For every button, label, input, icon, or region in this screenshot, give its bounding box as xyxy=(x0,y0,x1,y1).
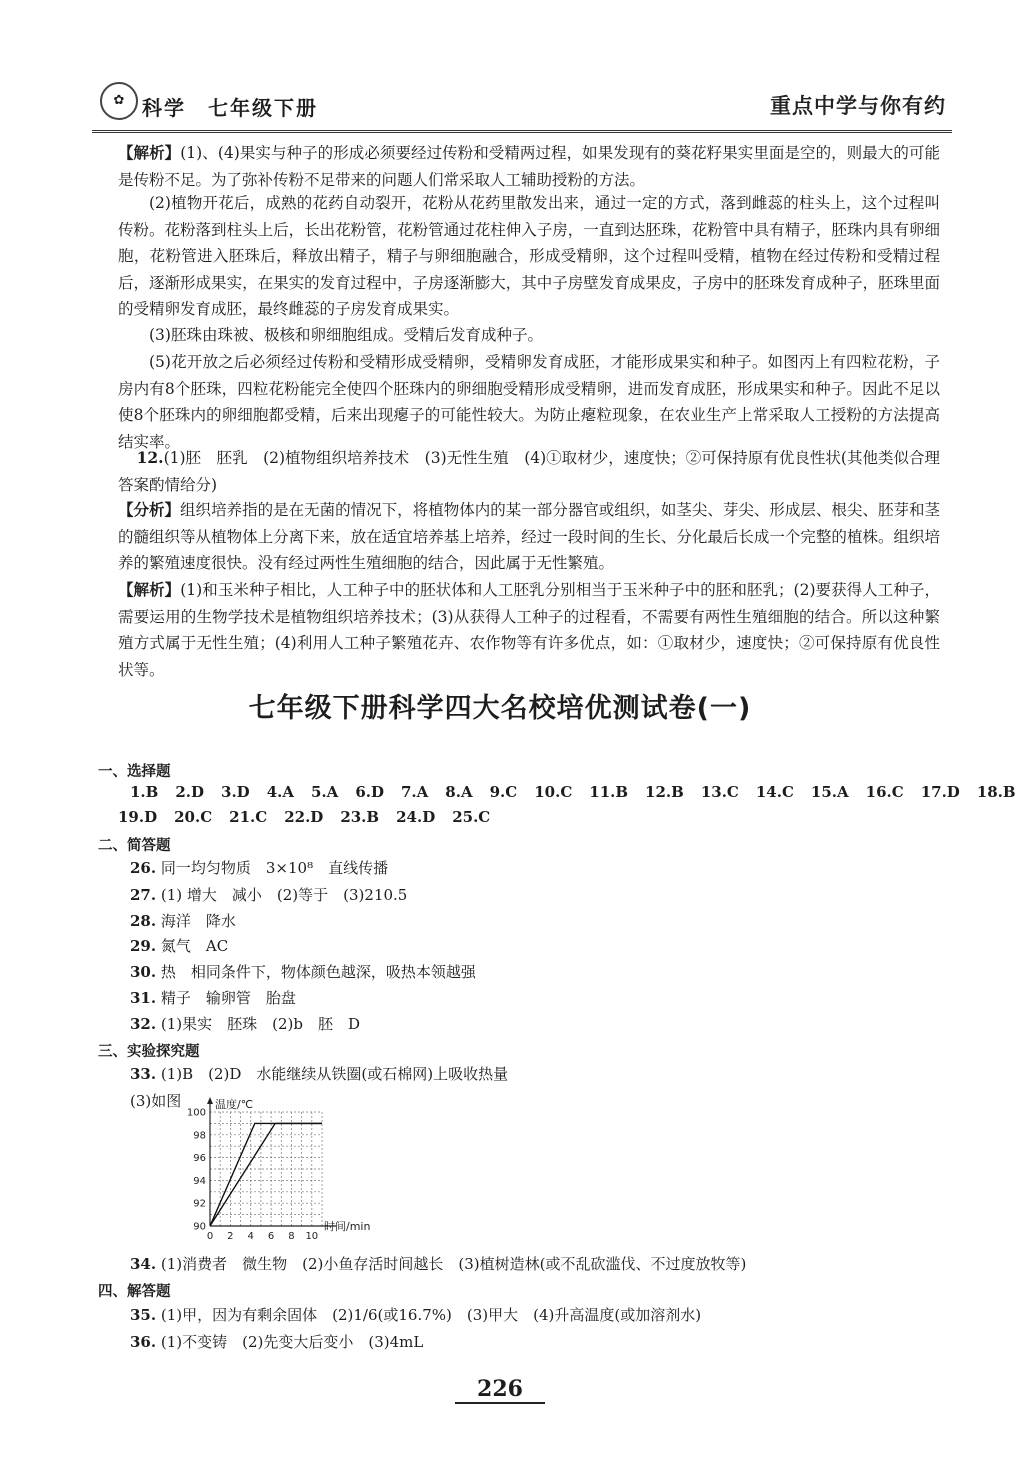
answer-32 xyxy=(130,1013,360,1034)
answer-text: 同一均匀物质 3×10⁸ 直线传播 xyxy=(160,859,389,877)
answer-33 xyxy=(130,1063,508,1084)
brand-title: 重点中学与你有约 xyxy=(770,94,946,118)
analysis-paragraph-1 xyxy=(118,140,940,193)
mc-answer: 15.A xyxy=(810,783,849,801)
x-axis-label: 时间/min xyxy=(324,1220,371,1233)
answer-text: 精子 输卵管 胎盘 xyxy=(160,989,296,1007)
y-tick-label: 92 xyxy=(193,1198,206,1210)
answer-text: (1)消费者 微生物 (2)小鱼存活时间越长 (3)植树造林(或不乱砍滥伐、不过度放牧等) xyxy=(160,1255,747,1273)
mc-answers-row-2 xyxy=(118,808,507,826)
mc-answer: 22.D xyxy=(284,808,324,826)
answer-34 xyxy=(130,1253,746,1274)
y-axis-label: 温度/℃ xyxy=(215,1098,254,1111)
answer-text: 海洋 降水 xyxy=(160,912,236,930)
analysis-text: (1)和玉米种子相比，人工种子中的胚状体和人工胚乳分别相当于玉米种子中的胚和胚乳；(2)要获得人工种子，需要运用的生物学技术是植物组织培养技术；(3)从获得人工种子的过程看，不需要有两性生殖细胞的结合。所以这种繁殖方式属于无性生殖；(4)利用人工种子繁殖花卉、农作物等有许多优点，如：①取材少，速度快；②可保持原有优良性状等。 xyxy=(118,581,940,679)
answer-number: 31. xyxy=(130,989,157,1007)
mc-answer: 13.C xyxy=(700,783,739,801)
series-line xyxy=(210,1123,322,1226)
y-axis-arrow-icon xyxy=(207,1097,213,1104)
answer-number: 29. xyxy=(130,937,157,955)
answer-30 xyxy=(130,961,476,982)
mc-answer: 21.C xyxy=(229,808,268,826)
answer-text: (1)不变铸 (2)先变大后变小 (3)4mL xyxy=(160,1333,424,1351)
answer-28 xyxy=(130,910,236,931)
answer-number: 28. xyxy=(130,912,157,930)
mc-answer: 17.D xyxy=(920,783,960,801)
analysis-paragraph-3: (3)胚珠由珠被、极核和卵细胞组成。受精后发育成种子。 xyxy=(149,326,543,344)
mc-answer: 2.D xyxy=(175,783,205,801)
analysis-tag: 【解析】 xyxy=(118,580,181,599)
mc-answer: 7.A xyxy=(400,783,429,801)
temperature-time-chart xyxy=(180,1088,380,1248)
mc-answer: 8.A xyxy=(445,783,473,801)
y-tick-label: 96 xyxy=(193,1153,206,1165)
test-title: 七年级下册科学四大名校培优测试卷(一) xyxy=(248,693,752,724)
mc-answer: 12.B xyxy=(645,783,684,801)
answer-27 xyxy=(130,884,407,905)
mc-answers-row-1 xyxy=(130,783,1033,801)
school-logo-icon: ✿ xyxy=(100,82,138,120)
y-tick-label: 90 xyxy=(193,1221,206,1233)
answer-number: 33. xyxy=(130,1065,157,1083)
analysis-paragraph-6 xyxy=(118,577,940,683)
mc-answer: 10.C xyxy=(534,783,573,801)
x-tick-label: 2 xyxy=(227,1231,234,1242)
mc-answer: 11.B xyxy=(589,783,629,801)
x-tick-label: 4 xyxy=(247,1231,254,1242)
x-tick-label: 10 xyxy=(305,1231,319,1242)
section-heading-short: 二、简答题 xyxy=(98,838,171,854)
y-tick-label: 100 xyxy=(186,1107,206,1119)
mc-answer: 18.B xyxy=(976,783,1016,801)
mc-answer: 20.C xyxy=(174,808,213,826)
y-tick-label: 98 xyxy=(193,1130,206,1142)
answer-number: 30. xyxy=(130,963,157,981)
y-tick-label: 94 xyxy=(193,1175,206,1187)
answer-36 xyxy=(130,1331,423,1352)
analysis-text: 组织培养指的是在无菌的情况下，将植物体内的某一部分器官或组织，如茎尖、芽尖、形成层、根尖、胚芽和茎的髓组织等从植物体上分离下来，放在适宜培养基上培养，经过一段时间的生长、分化最后长成一个完整的植株。组织培养的繁殖速度很快。没有经过两性生殖细胞的结合，因此属于无性繁殖。 xyxy=(118,501,940,572)
answer-12 xyxy=(118,445,940,498)
page-number: 226 xyxy=(0,1376,1000,1404)
answer-text: (1) 增大 减小 (2)等于 (3)210.5 xyxy=(160,886,408,904)
mc-answer: 5.A xyxy=(311,783,339,801)
x-tick-label: 8 xyxy=(288,1231,295,1242)
mc-answer: 23.B xyxy=(340,808,380,826)
answer-number: 35. xyxy=(130,1306,157,1324)
answer-text: (1)甲，因为有剩余固体 (2)1/6(或16.7%) (3)甲大 (4)升高温度(或加溶剂水) xyxy=(160,1306,702,1324)
mc-answer: 9.C xyxy=(489,783,518,801)
answer-26 xyxy=(130,857,388,878)
analysis-text: (1)、(4)果实与种子的形成必须要经过传粉和受精两过程，如果发现有的葵花籽果实里面是空的，则最大的可能是传粉不足。为了弥补传粉不足带来的问题人们常采取人工辅助授粉的方法。 xyxy=(118,144,940,189)
mc-answer: 1.B xyxy=(130,783,159,801)
analysis-tag: 【解析】 xyxy=(118,143,181,162)
analysis-paragraph-2: (2)植物开花后，成熟的花药自动裂开，花粉从花药里散发出来，通过一定的方式，落到雌蕊的柱头上，这个过程叫传粉。花粉落到柱头上后，长出花粉管，花粉管通过花柱伸入子房，一直到达胚珠，花粉管中具有精子，胚珠内具有卵细胞，花粉管进入胚珠后，释放出精子，精子与卵细胞融合，形成受精卵，这个过程叫受精，植物在经过传粉和受精过程后，逐渐形成果实，在果实的发育过程中，子房逐渐膨大，其中子房壁发育成果皮，子房中的胚珠发育成种子，胚珠里面的受精卵发育成胚，最终雌蕊的子房发育成果实。 xyxy=(118,194,940,318)
mc-answer: 25.C xyxy=(452,808,491,826)
mc-answer: 16.C xyxy=(865,783,904,801)
answer-text: (1)胚 胚乳 (2)植物组织培养技术 (3)无性生殖 (4)①取材少，速度快；②可保持原有优良性状(其他类似合理答案酌情给分) xyxy=(118,449,940,494)
page-header xyxy=(92,78,952,133)
analysis-paragraph-4: (5)花开放之后必须经过传粉和受精形成受精卵，受精卵发育成胚，才能形成果实和种子。如图丙上有四粒花粉，子房内有8个胚珠，四粒花粉能完全使四个胚珠内的卵细胞受精形成受精卵，进而发育成胚，形成果实和种子。因此不足以使8个胚珠内的卵细胞都受精，后来出现瘪子的可能性较大。为防止瘪粒现象，在农业生产上常采取人工授粉的方法提高结实率。 xyxy=(118,353,940,451)
mc-answer: 14.C xyxy=(755,783,794,801)
mc-row-1 xyxy=(130,783,1033,801)
mc-row-2 xyxy=(118,808,507,826)
answer-35 xyxy=(130,1304,701,1325)
answer-text: (1)果实 胚珠 (2)b 胚 D xyxy=(160,1015,361,1033)
mc-answer: 24.D xyxy=(396,808,436,826)
answer-text: 氮气 AC xyxy=(160,937,229,955)
answer-number: 12. xyxy=(136,448,164,467)
answer-31 xyxy=(130,987,296,1008)
answer-33-part3: (3)如图 xyxy=(130,1092,182,1110)
section-heading-experiment: 三、实验探究题 xyxy=(98,1044,200,1060)
mc-answer: 3.D xyxy=(221,783,250,801)
section-heading-solution: 四、解答题 xyxy=(98,1284,171,1300)
answer-29 xyxy=(130,935,228,956)
answer-text: 热 相同条件下，物体颜色越深，吸热本领越强 xyxy=(160,963,476,981)
x-tick-label: 0 xyxy=(206,1231,214,1242)
answer-number: 32. xyxy=(130,1015,157,1033)
section-heading-choice: 一、选择题 xyxy=(98,764,171,780)
analysis-paragraph-5 xyxy=(118,497,940,577)
analysis-tag: 【分析】 xyxy=(118,500,181,519)
answer-number: 34. xyxy=(130,1255,157,1273)
answer-number: 27. xyxy=(130,886,157,904)
answer-number: 26. xyxy=(130,859,157,877)
subject-title: 科学 七年级下册 xyxy=(142,96,318,120)
mc-answer: 19.D xyxy=(118,808,158,826)
mc-answer: 6.D xyxy=(355,783,384,801)
answer-number: 36. xyxy=(130,1333,157,1351)
answer-text: (1)B (2)D 水能继续从铁圈(或石棉网)上吸收热量 xyxy=(160,1065,509,1083)
x-tick-label: 6 xyxy=(267,1231,275,1242)
mc-answer: 4.A xyxy=(266,783,294,801)
